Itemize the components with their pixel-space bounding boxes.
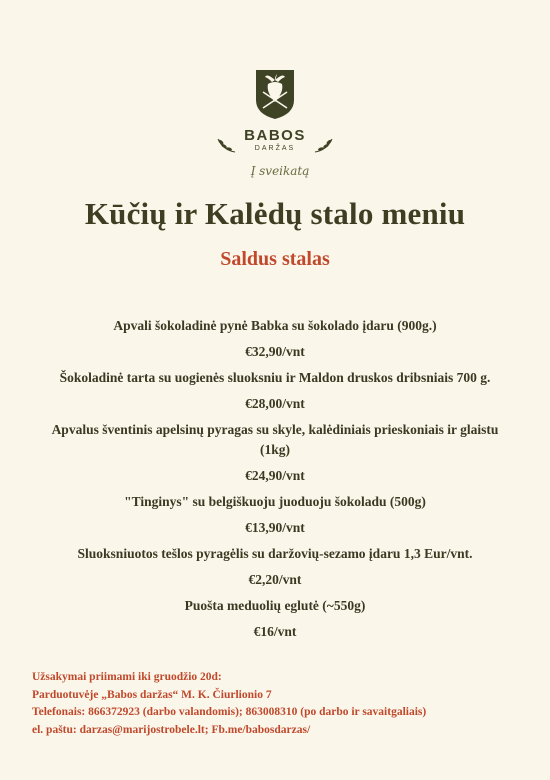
menu-list [0, 316, 550, 648]
menu-item-price: €32,90/vnt [245, 344, 305, 359]
brand-name: BABOS [244, 127, 306, 144]
page-title: Kūčių ir Kalėdų stalo meniu [84, 196, 466, 231]
shield-logo-icon [254, 68, 296, 120]
menu-item-price: €28,00/vnt [245, 396, 305, 411]
email-facebook: el. paštu: darzas@marijostrobele.lt; Fb.me/babosdarzas/ [32, 723, 311, 736]
brand-tagline: Į sveikatą [250, 164, 310, 178]
page-subtitle: Saldus stalas [220, 248, 330, 270]
menu-item-price: €2,20/vnt [248, 572, 302, 587]
menu-item-name: "Tinginys" su belgiškuoju juoduoju šokoladu (500g) [124, 494, 426, 509]
menu-item-name: Apvalus šventinis apelsinų pyragas su skyle, kalėdiniais prieskoniais ir glaistu (1kg) [51, 422, 499, 457]
laurel-right-icon [313, 136, 335, 154]
menu-item-name: Puošta meduolių eglutė (~550g) [184, 598, 366, 613]
menu-item-name: Šokoladinė tarta su uogienės sluoksniu ir Maldon druskos dribsniais 700 g. [59, 370, 491, 385]
store-address: Parduotuvėje „Babos daržas“ M. K. Čiurlionio 7 [32, 688, 272, 701]
order-deadline: Užsakymai priimami iki gruodžio 20d: [32, 671, 222, 683]
laurel-left-icon [215, 136, 237, 154]
order-info [32, 669, 532, 739]
menu-item-name: Sluoksniuotos tešlos pyragėlis su daržovių-sezamo įdaru 1,3 Eur/vnt. [77, 546, 473, 561]
menu-item-price: €16/vnt [253, 624, 297, 639]
menu-item-price: €13,90/vnt [245, 520, 305, 535]
menu-item-price: €24,90/vnt [245, 468, 305, 483]
brand-subname: DARŽAS [254, 145, 296, 152]
menu-item-name: Apvali šokoladinė pynė Babka su šokolado įdaru (900g.) [113, 318, 437, 333]
phone-numbers: Telefonais: 866372923 (darbo valandomis); 863008310 (po darbo ir savaitgaliais) [32, 706, 427, 718]
brand-logo [0, 68, 550, 178]
